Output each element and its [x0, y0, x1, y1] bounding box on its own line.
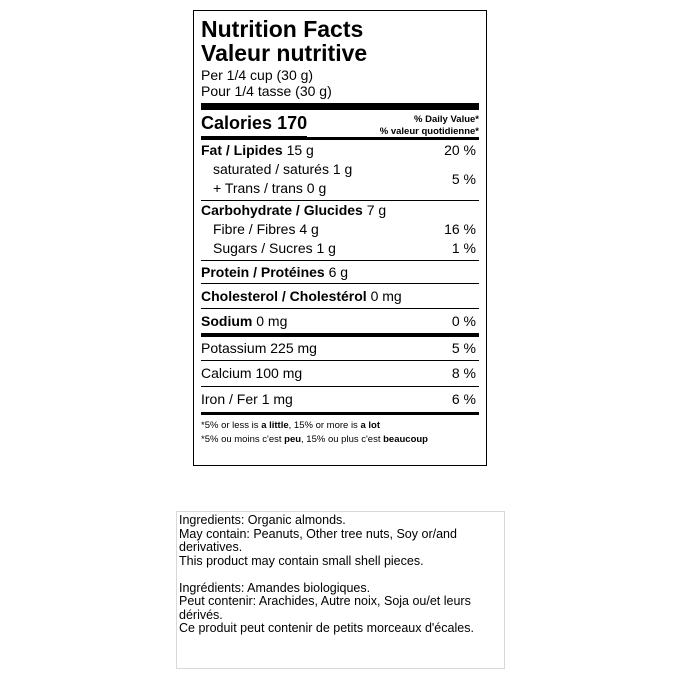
trans-amount: 0 g [306, 180, 327, 196]
iron-amount: 1 mg [261, 391, 293, 407]
sugars-label: Sugars / Sucres [213, 240, 313, 256]
saturated-label: saturated / saturés [213, 161, 329, 177]
sugars-dv: 1 % [451, 240, 476, 256]
ingredients-box [176, 511, 505, 669]
sugars-amount: 1 g [316, 240, 336, 256]
protein-amount: 6 g [328, 264, 349, 280]
sugars-row [201, 239, 479, 258]
protein-row [201, 261, 479, 283]
sodium-label: Sodium [201, 313, 253, 329]
sodium-amount: 0 mg [256, 313, 288, 329]
saturated-row [201, 160, 479, 179]
carbohydrate-amount: 7 g [366, 202, 387, 218]
ingredients-en-line-3: This product may contain small shell pieces. [179, 553, 424, 568]
cholesterol-row [201, 284, 479, 308]
iron-dv: 6 % [451, 391, 476, 407]
cholesterol-label: Cholesterol / Cholestérol [201, 288, 367, 304]
dv-header-en: % Daily Value* [414, 114, 479, 125]
ingredients-en-line-2: May contain: Peanuts, Other tree nuts, Soy or/and derivatives. [179, 526, 457, 554]
calories-label: Calories [201, 113, 273, 133]
fat-amount: 15 g [286, 142, 314, 158]
cholesterol-amount: 0 mg [370, 288, 402, 304]
trans-dv: 5 % [451, 171, 476, 187]
ingredients-fr-line-1: Ingrédients: Amandes biologiques. [179, 580, 371, 595]
fibre-dv: 16 % [444, 221, 476, 237]
potassium-label: Potassium [201, 340, 267, 356]
title-en: Nutrition Facts [201, 16, 364, 42]
daily-value-header [380, 112, 479, 138]
iron-row [201, 387, 479, 412]
fat-dv: 20 % [444, 142, 476, 158]
calories-row [201, 103, 479, 137]
fibre-label: Fibre / Fibres [213, 221, 296, 237]
sodium-dv: 0 % [451, 313, 476, 329]
sodium-row [201, 309, 479, 333]
serving-size-en: Per 1/4 cup (30 g) [201, 67, 314, 83]
ingredients-fr-line-2: Peut contenir: Arachides, Autre noix, Soja ou/et leurs dérivés. [179, 594, 471, 622]
ingredients-fr-line-3: Ce produit peut contenir de petits morceaux d'écales. [179, 621, 474, 635]
serving-size-fr: Pour 1/4 tasse (30 g) [201, 83, 332, 99]
calcium-label: Calcium [201, 365, 252, 381]
carbohydrate-row [201, 201, 479, 220]
potassium-amount: 225 mg [270, 340, 317, 356]
fibre-amount: 4 g [299, 221, 319, 237]
trans-label: + Trans / trans [213, 180, 303, 196]
calcium-row [201, 361, 479, 386]
saturated-amount: 1 g [332, 161, 353, 177]
potassium-dv: 5 % [451, 340, 476, 356]
carbohydrate-label: Carbohydrate / Glucides [201, 202, 363, 218]
footnote-en: *5% or less is a little, 15% or more is a lot [201, 420, 380, 431]
calories-value: 170 [277, 113, 308, 133]
nutrition-facts-table [193, 10, 487, 466]
fat-row [201, 141, 479, 160]
iron-label: Iron / Fer [201, 391, 258, 407]
calories [201, 112, 307, 139]
potassium-row [201, 337, 479, 360]
protein-label: Protein / Protéines [201, 264, 325, 280]
calcium-amount: 100 mg [255, 365, 303, 381]
trans-row [201, 171, 479, 198]
ingredients-en-line-1: Ingredients: Organic almonds. [179, 513, 346, 527]
footnote [201, 415, 479, 447]
footnote-fr: *5% ou moins c'est peu, 15% ou plus c'est beaucoup [201, 434, 428, 445]
fat-label: Fat / Lipides [201, 142, 283, 158]
calcium-dv: 8 % [451, 365, 476, 381]
fibre-row [201, 220, 479, 239]
title-fr: Valeur nutritive [201, 40, 368, 66]
dv-header-fr: % valeur quotidienne* [379, 126, 479, 137]
